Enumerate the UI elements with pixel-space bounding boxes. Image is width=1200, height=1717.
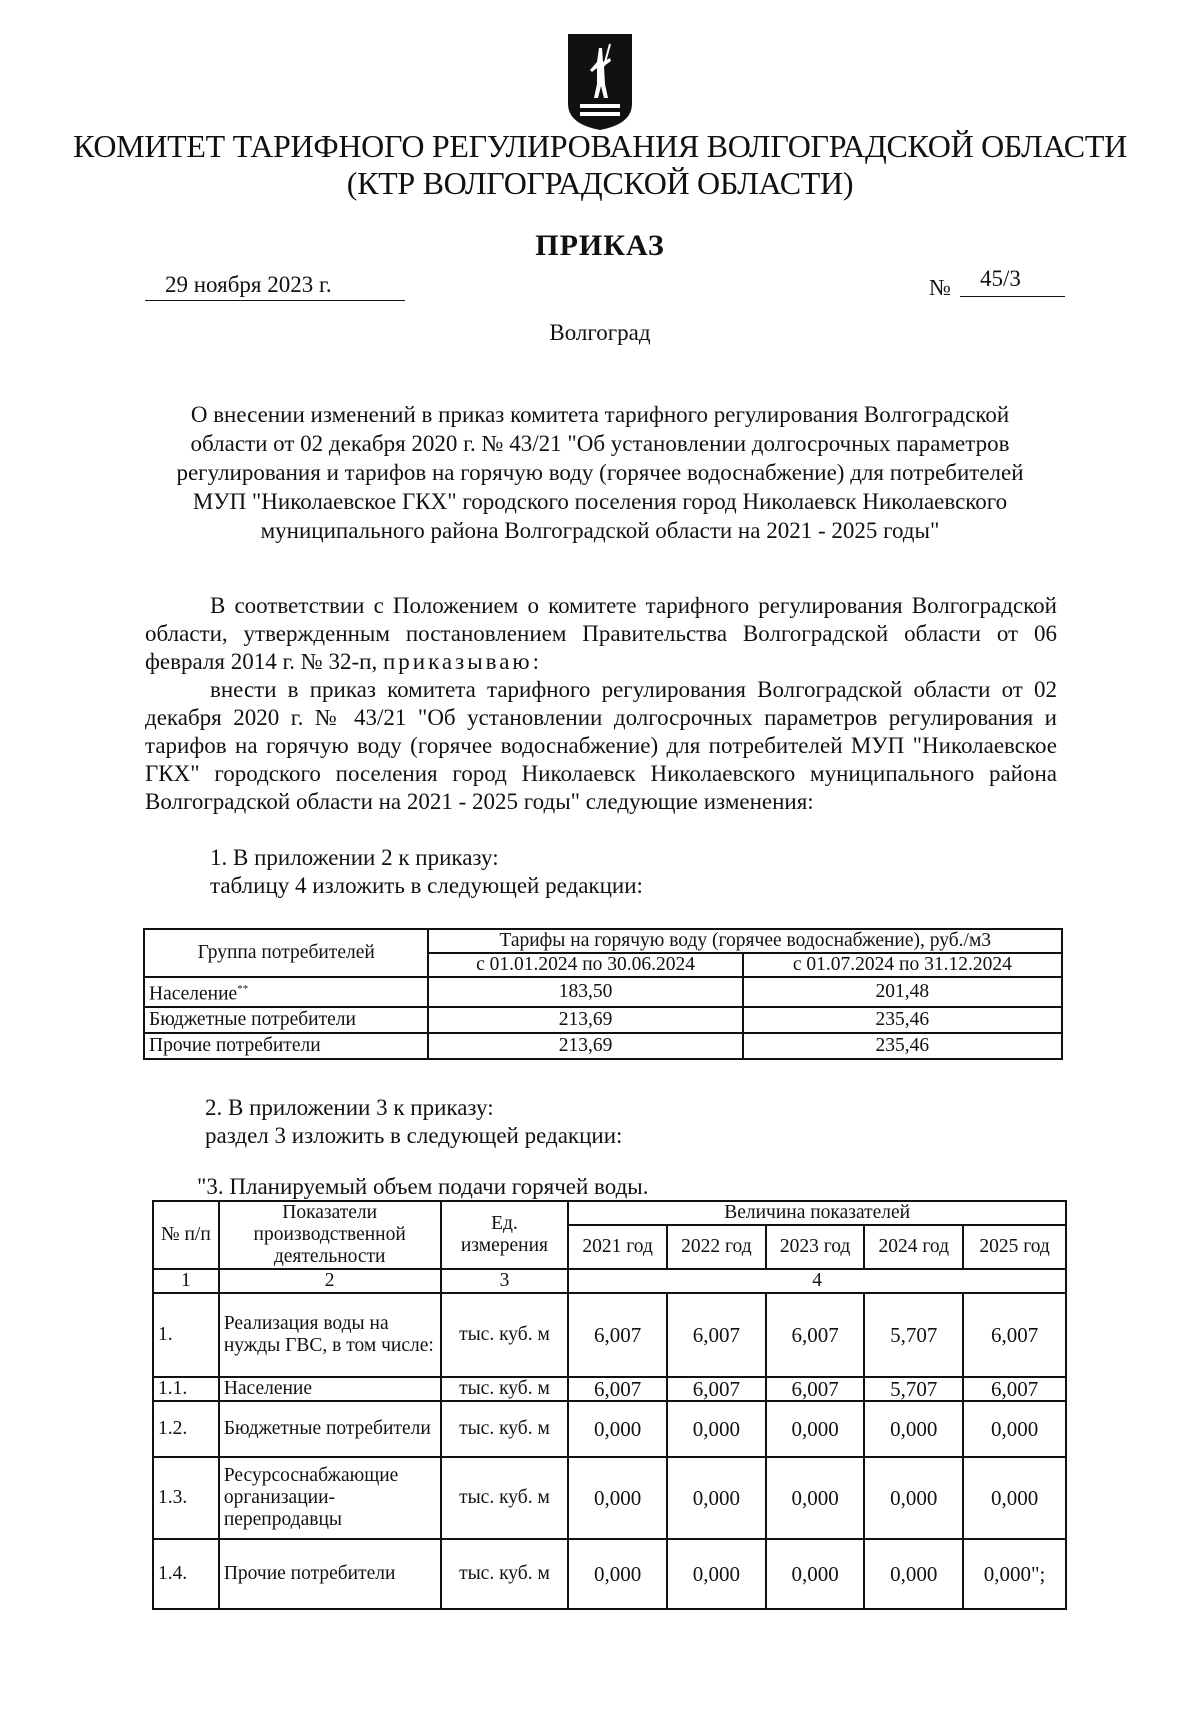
value-cell: 0,000 bbox=[864, 1539, 963, 1609]
header-consumer-group: Группа потребителей bbox=[144, 929, 428, 977]
header-values: Величина показателей bbox=[568, 1201, 1066, 1225]
table-row bbox=[153, 1401, 1066, 1457]
value-cell: 0,000 bbox=[963, 1457, 1066, 1539]
indicator-name: Бюджетные потребители bbox=[219, 1401, 441, 1457]
consumer-name: Население** bbox=[144, 977, 428, 1007]
item-2-text: раздел 3 изложить в следующей редакции: bbox=[205, 1123, 623, 1148]
indicator-name: Ресурсоснабжающие организации-перепродавцы bbox=[219, 1457, 441, 1539]
table-row bbox=[144, 1007, 1062, 1033]
value-cell: 0,000 bbox=[568, 1457, 667, 1539]
value-cell: 0,000 bbox=[568, 1539, 667, 1609]
header-year: 2025 год bbox=[963, 1225, 1066, 1269]
org-short-name: (КТР ВОЛГОГРАДСКОЙ ОБЛАСТИ) bbox=[346, 165, 854, 201]
unit: тыс. куб. м bbox=[441, 1377, 569, 1401]
tariff-table bbox=[143, 928, 1063, 1060]
order-subject bbox=[140, 400, 1060, 545]
subject-line: регулирования и тарифов на горячую воду (горячее водоснабжение) для потребителей bbox=[176, 460, 1024, 485]
tariff-value: 201,48 bbox=[743, 977, 1062, 1007]
column-number: 1 bbox=[153, 1269, 219, 1293]
item-1-text: таблицу 4 изложить в следующей редакции: bbox=[210, 873, 643, 898]
tariff-value: 235,46 bbox=[743, 1033, 1062, 1059]
row-number: 1.2. bbox=[153, 1401, 219, 1457]
consumer-name: Бюджетные потребители bbox=[144, 1007, 428, 1033]
tariff-value: 183,50 bbox=[428, 977, 742, 1007]
header-number: № п/п bbox=[153, 1201, 219, 1269]
tariff-value: 213,69 bbox=[428, 1033, 742, 1059]
tariff-value: 235,46 bbox=[743, 1007, 1062, 1033]
value-cell: 0,000 bbox=[766, 1539, 865, 1609]
value-cell: 0,000 bbox=[864, 1401, 963, 1457]
unit: тыс. куб. м bbox=[441, 1401, 569, 1457]
subject-line: муниципального района Волгоградской области на 2021 - 2025 годы" bbox=[260, 518, 940, 543]
value-cell: 0,000 bbox=[568, 1401, 667, 1457]
table-row bbox=[153, 1457, 1066, 1539]
item-1: 1. В приложении 2 к приказу: bbox=[210, 845, 499, 870]
unit: тыс. куб. м bbox=[441, 1457, 569, 1539]
value-cell: 0,000 bbox=[864, 1457, 963, 1539]
value-cell: 6,007 bbox=[568, 1377, 667, 1401]
value-cell: 0,000 bbox=[963, 1401, 1066, 1457]
org-name: КОМИТЕТ ТАРИФНОГО РЕГУЛИРОВАНИЯ ВОЛГОГРАДСКОЙ ОБЛАСТИ bbox=[73, 128, 1127, 164]
value-cell: 6,007 bbox=[667, 1293, 766, 1377]
unit: тыс. куб. м bbox=[441, 1293, 569, 1377]
value-cell: 0,000 bbox=[667, 1401, 766, 1457]
tariff-value: 213,69 bbox=[428, 1007, 742, 1033]
value-cell: 6,007 bbox=[667, 1377, 766, 1401]
value-cell: 6,007 bbox=[766, 1293, 865, 1377]
main-paragraph: внести в приказ комитета тарифного регулирования Волгоградской области от 02 декабря 2020 г. № 43/21 "Об установлении долгосрочных параметров регулирования и тарифов на горячую воду (горячее водоснабжение) для потребителей МУП "Николаевское ГКХ" городского поселения город Николаевск Николаевского муниципального района Волгоградской области на 2021 - 2025 годы" следующие изменения: bbox=[145, 677, 1057, 814]
consumer-name: Прочие потребители bbox=[144, 1033, 428, 1059]
section-3-title: "3. Планируемый объем подачи горячей воды. bbox=[197, 1174, 649, 1199]
column-number: 2 bbox=[219, 1269, 441, 1293]
item-2: 2. В приложении 3 к приказу: bbox=[205, 1095, 494, 1120]
preamble-text: В соответствии с Положением о комитете тарифного регулирования Волгоградской области, утвержденным постановлением Правительства Волгоградской области от 06 февраля 2014 г. № 32-п, bbox=[145, 593, 1057, 674]
indicator-name: Население bbox=[219, 1377, 441, 1401]
document-type: ПРИКАЗ bbox=[535, 229, 665, 262]
value-cell: 6,007 bbox=[568, 1293, 667, 1377]
value-cell: 0,000 bbox=[667, 1539, 766, 1609]
header-year: 2024 год bbox=[864, 1225, 963, 1269]
subject-line: О внесении изменений в приказ комитета тарифного регулирования Волгоградской bbox=[190, 402, 1010, 427]
header-period-2: с 01.07.2024 по 31.12.2024 bbox=[743, 953, 1062, 977]
order-number-label: № bbox=[929, 275, 951, 300]
row-number: 1. bbox=[153, 1293, 219, 1377]
header-year: 2021 год bbox=[568, 1225, 667, 1269]
row-number: 1.1. bbox=[153, 1377, 219, 1401]
value-cell: 0,000"; bbox=[963, 1539, 1066, 1609]
row-number: 1.3. bbox=[153, 1457, 219, 1539]
unit: тыс. куб. м bbox=[441, 1539, 569, 1609]
header-tariffs: Тарифы на горячую воду (горячее водоснабжение), руб./м3 bbox=[428, 929, 1062, 953]
value-cell: 0,000 bbox=[766, 1401, 865, 1457]
subject-line: области от 02 декабря 2020 г. № 43/21 "Об установлении долгосрочных параметров bbox=[190, 431, 1010, 456]
header-year: 2023 год bbox=[766, 1225, 865, 1269]
value-cell: 6,007 bbox=[963, 1377, 1066, 1401]
table-row bbox=[153, 1539, 1066, 1609]
value-cell: 6,007 bbox=[766, 1377, 865, 1401]
header-year: 2022 год bbox=[667, 1225, 766, 1269]
order-date: 29 ноября 2023 г. bbox=[145, 272, 405, 301]
coat-of-arms-icon bbox=[566, 32, 634, 132]
header-unit: Ед. измерения bbox=[441, 1201, 569, 1269]
table-row bbox=[153, 1293, 1066, 1377]
water-volume-table bbox=[152, 1200, 1067, 1610]
city: Волгоград bbox=[549, 320, 651, 345]
value-cell: 6,007 bbox=[963, 1293, 1066, 1377]
header-indicator: Показатели производственной деятельности bbox=[219, 1201, 441, 1269]
order-word: приказываю: bbox=[382, 649, 542, 674]
table-row bbox=[144, 1033, 1062, 1059]
value-cell: 5,707 bbox=[864, 1293, 963, 1377]
preamble-paragraph bbox=[145, 592, 1057, 676]
table-row bbox=[144, 977, 1062, 1007]
indicator-name: Прочие потребители bbox=[219, 1539, 441, 1609]
value-cell: 5,707 bbox=[864, 1377, 963, 1401]
row-number: 1.4. bbox=[153, 1539, 219, 1609]
indicator-name: Реализация воды на нужды ГВС, в том числе: bbox=[219, 1293, 441, 1377]
table-row bbox=[153, 1377, 1066, 1401]
header-period-1: с 01.01.2024 по 30.06.2024 bbox=[428, 953, 742, 977]
subject-line: МУП "Николаевское ГКХ" городского поселения город Николаевск Николаевского bbox=[192, 489, 1008, 514]
column-number: 3 bbox=[441, 1269, 569, 1293]
value-cell: 0,000 bbox=[766, 1457, 865, 1539]
value-cell: 0,000 bbox=[667, 1457, 766, 1539]
order-number: 45/3 bbox=[960, 266, 1065, 297]
column-number: 4 bbox=[568, 1269, 1066, 1293]
